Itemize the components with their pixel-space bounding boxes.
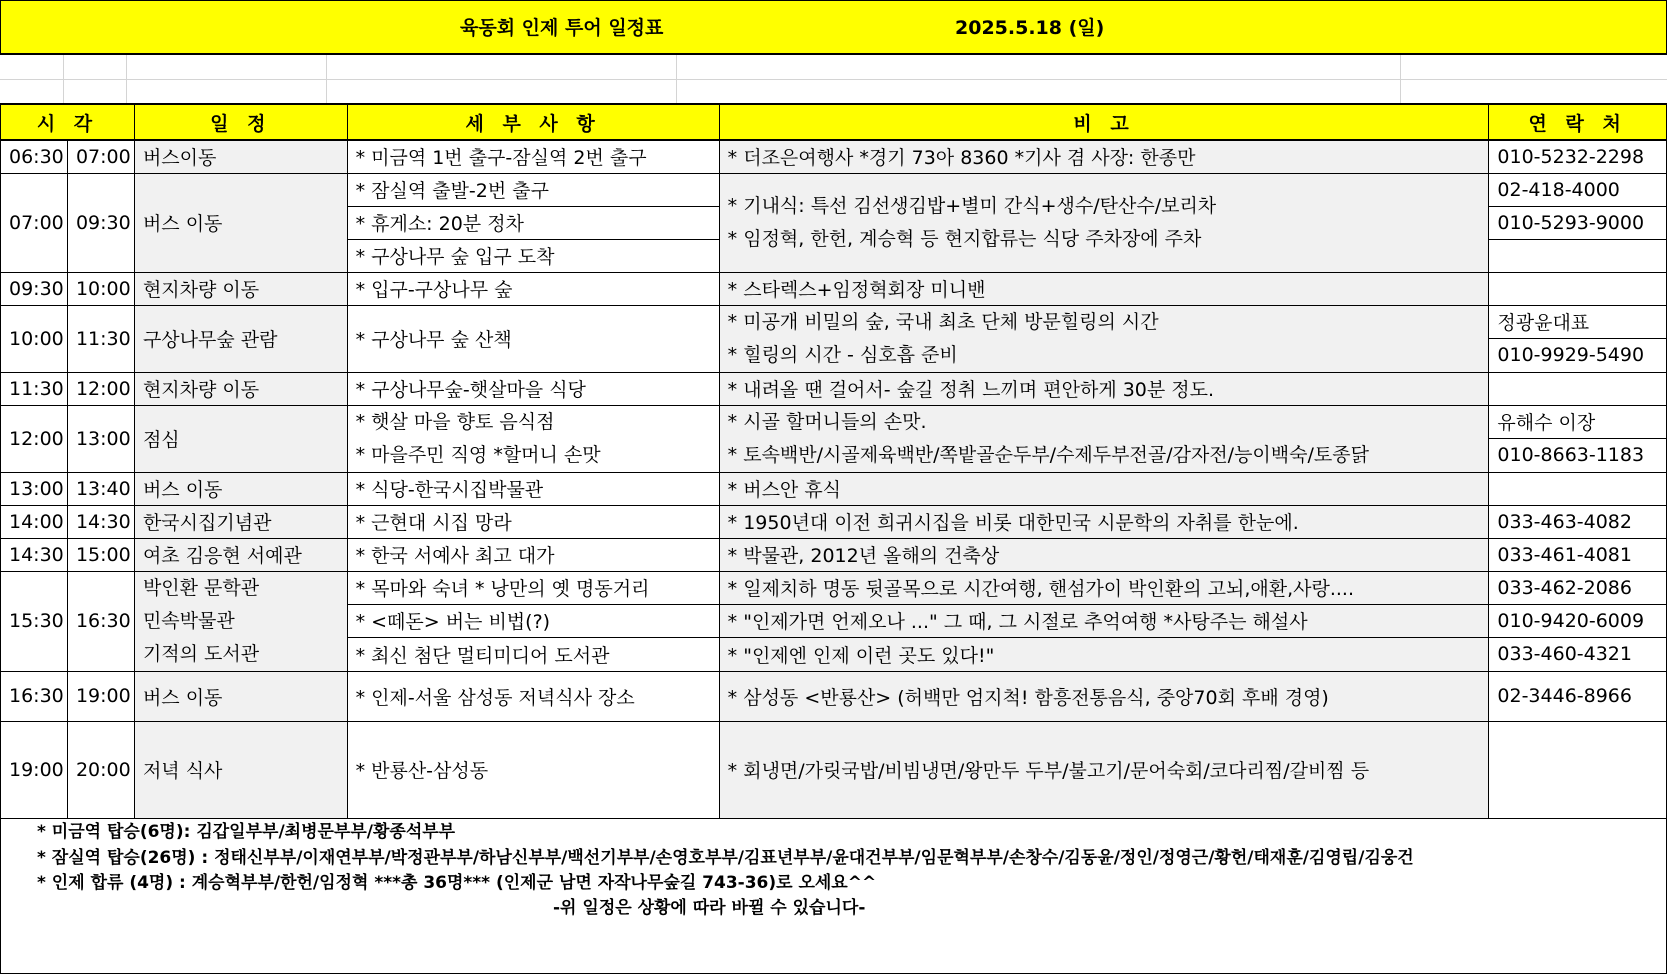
end-time: 10:00 bbox=[67, 272, 134, 305]
detail-cell bbox=[347, 405, 719, 472]
event-line: 민속박물관 bbox=[142, 609, 235, 632]
event-cell: 한국시집기념관 bbox=[134, 505, 347, 538]
schedule-row bbox=[1, 571, 1667, 604]
detail-cell: * 근현대 시집 망라 bbox=[347, 505, 719, 538]
detail-cell: * 최신 첨단 멀티미디어 도서관 bbox=[347, 638, 719, 671]
footer-notes bbox=[0, 813, 1667, 974]
contact-cell bbox=[1489, 721, 1667, 818]
contact-cell: 033-460-4321 bbox=[1489, 638, 1667, 671]
event-cell: 버스 이동 bbox=[134, 472, 347, 505]
page-title: 육동회 인제 투어 일정표 bbox=[460, 17, 664, 39]
contact-cell: 02-3446-8966 bbox=[1489, 671, 1667, 721]
contact-cell: 033-462-2086 bbox=[1489, 571, 1667, 604]
note-cell: * 내려올 땐 걸어서- 숲길 정취 느끼며 편안하게 30분 정도. bbox=[719, 372, 1489, 405]
col-header-event: 일 정 bbox=[134, 104, 347, 140]
contact-cell: 010-8663-1183 bbox=[1489, 439, 1667, 473]
start-time: 14:30 bbox=[1, 538, 68, 571]
start-time: 12:00 bbox=[1, 405, 68, 472]
start-time: 06:30 bbox=[1, 140, 68, 173]
detail-line: * 햇살 마을 향토 음식점 bbox=[355, 410, 555, 433]
note-cell: * 1950년대 이전 희귀시집을 비롯 대한민국 시문학의 자취를 한눈에. bbox=[719, 505, 1489, 538]
empty-spacer-rows bbox=[0, 55, 1667, 103]
note-line: * 임정혁, 한헌, 계승혁 등 현지합류는 식당 주차장에 주차 bbox=[727, 227, 1202, 250]
start-time: 13:00 bbox=[1, 472, 68, 505]
detail-cell: * 입구-구상나무 숲 bbox=[347, 272, 719, 305]
detail-cell: * 한국 서예사 최고 대가 bbox=[347, 538, 719, 571]
contact-cell: 010-9929-5490 bbox=[1489, 339, 1667, 373]
start-time: 15:30 bbox=[1, 571, 68, 671]
event-cell bbox=[134, 571, 347, 671]
schedule-row bbox=[1, 372, 1667, 405]
note-cell: * 삼성동 <반룡산> (허백만 엄지척! 함흥전통음식, 중앙70회 후배 경영) bbox=[719, 671, 1489, 721]
detail-cell: * 반룡산-삼성동 bbox=[347, 721, 719, 818]
contact-cell: 010-5293-9000 bbox=[1489, 206, 1667, 239]
note-cell bbox=[719, 305, 1489, 372]
detail-cell: * 인제-서울 삼성동 저녁식사 장소 bbox=[347, 671, 719, 721]
end-time: 07:00 bbox=[67, 140, 134, 173]
note-cell: * 일제치하 명동 뒷골목으로 시간여행, 핸섬가이 박인환의 고뇌,애환,사랑.... bbox=[719, 571, 1489, 604]
detail-cell: * 목마와 숙녀 * 낭만의 옛 명동거리 bbox=[347, 571, 719, 604]
note-line: * 기내식: 특선 김선생김밥+별미 간식+생수/탄산수/보리차 bbox=[727, 194, 1217, 217]
schedule-row bbox=[1, 721, 1667, 818]
header-row bbox=[1, 104, 1667, 140]
end-time: 16:30 bbox=[67, 571, 134, 671]
contact-cell: 010-5232-2298 bbox=[1489, 140, 1667, 173]
note-line: * 미공개 비밀의 숲, 국내 최초 단체 방문힐링의 시간 bbox=[727, 310, 1159, 333]
schedule-row bbox=[1, 671, 1667, 721]
contact-cell bbox=[1489, 372, 1667, 405]
event-cell: 여초 김응현 서예관 bbox=[134, 538, 347, 571]
schedule-row bbox=[1, 538, 1667, 571]
event-cell: 버스 이동 bbox=[134, 173, 347, 272]
schedule-table bbox=[0, 103, 1667, 819]
end-time: 20:00 bbox=[67, 721, 134, 818]
event-cell: 구상나무숲 관람 bbox=[134, 305, 347, 372]
event-cell: 점심 bbox=[134, 405, 347, 472]
end-time: 12:00 bbox=[67, 372, 134, 405]
end-time: 15:00 bbox=[67, 538, 134, 571]
footer-disclaimer: -위 일정은 상황에 따라 바뀔 수 있습니다- bbox=[553, 898, 866, 918]
start-time: 19:00 bbox=[1, 721, 68, 818]
col-header-details: 세 부 사 항 bbox=[347, 104, 719, 140]
event-cell: 저녁 식사 bbox=[134, 721, 347, 818]
start-time: 11:30 bbox=[1, 372, 68, 405]
contact-cell: 033-461-4081 bbox=[1489, 538, 1667, 571]
contact-cell bbox=[1489, 272, 1667, 305]
note-line: * 시골 할머니들의 손맛. bbox=[727, 410, 927, 433]
schedule-row bbox=[1, 472, 1667, 505]
contact-cell: 정광윤대표 bbox=[1489, 305, 1667, 339]
detail-cell: * 식당-한국시집박물관 bbox=[347, 472, 719, 505]
schedule-row bbox=[1, 272, 1667, 305]
contact-cell: 유해수 이장 bbox=[1489, 405, 1667, 439]
event-cell: 버스이동 bbox=[134, 140, 347, 173]
event-cell: 현지차량 이동 bbox=[134, 272, 347, 305]
col-header-contact: 연 락 처 bbox=[1489, 104, 1667, 140]
footer-line-migeum: * 미금역 탑승(6명): 김갑일부부/최병문부부/황종석부부 bbox=[37, 822, 456, 842]
detail-cell: * <떼돈> 버는 비법(?) bbox=[347, 604, 719, 637]
start-time: 07:00 bbox=[1, 173, 68, 272]
schedule-row bbox=[1, 140, 1667, 173]
footer-line-jamsil: * 잠실역 탑승(26명) : 정태신부부/이재연부부/박정관부부/하남신부부/백선기부부/손영호부부/김표년부부/윤대건부부/임문혁부부/손창수/김동윤/정인/정영근/황헌/태재훈/김영립/김웅건 bbox=[37, 848, 1414, 868]
detail-cell: * 구상나무 숲 산책 bbox=[347, 305, 719, 372]
contact-cell bbox=[1489, 472, 1667, 505]
note-cell: * 버스안 휴식 bbox=[719, 472, 1489, 505]
start-time: 16:30 bbox=[1, 671, 68, 721]
event-line: 박인환 문학관 bbox=[142, 576, 260, 599]
note-cell: * 스타렉스+임정혁회장 미니밴 bbox=[719, 272, 1489, 305]
schedule-row bbox=[1, 305, 1667, 339]
end-time: 09:30 bbox=[67, 173, 134, 272]
col-header-notes: 비 고 bbox=[719, 104, 1489, 140]
start-time: 09:30 bbox=[1, 272, 68, 305]
start-time: 10:00 bbox=[1, 305, 68, 372]
end-time: 11:30 bbox=[67, 305, 134, 372]
note-cell: * 회냉면/가릿국밥/비빔냉면/왕만두 두부/불고기/문어숙회/코다리찜/갈비찜 등 bbox=[719, 721, 1489, 818]
contact-cell bbox=[1489, 239, 1667, 272]
detail-cell: * 미금역 1번 출구-잠실역 2번 출구 bbox=[347, 140, 719, 173]
event-cell: 버스 이동 bbox=[134, 671, 347, 721]
end-time: 19:00 bbox=[67, 671, 134, 721]
title-bar bbox=[0, 0, 1667, 55]
note-cell: * 더조은여행사 *경기 73아 8360 *기사 겸 사장: 한종만 bbox=[719, 140, 1489, 173]
end-time: 13:40 bbox=[67, 472, 134, 505]
start-time: 14:00 bbox=[1, 505, 68, 538]
tour-date: 2025.5.18 (일) bbox=[955, 17, 1105, 39]
note-cell: * "인제엔 인제 이런 곳도 있다!" bbox=[719, 638, 1489, 671]
detail-cell: * 잠실역 출발-2번 출구 bbox=[347, 173, 719, 206]
detail-line: * 마을주민 직영 *할머니 손맛 bbox=[355, 443, 601, 466]
note-cell bbox=[719, 405, 1489, 472]
note-line: * 토속백반/시골제육백반/쪽밭골순두부/수제두부전골/감자전/능이백숙/토종닭 bbox=[727, 443, 1369, 466]
schedule-row bbox=[1, 173, 1667, 206]
contact-cell: 010-9420-6009 bbox=[1489, 604, 1667, 637]
end-time: 14:30 bbox=[67, 505, 134, 538]
schedule-row bbox=[1, 505, 1667, 538]
note-cell bbox=[719, 173, 1489, 272]
note-line: * 힐링의 시간 - 심호흡 준비 bbox=[727, 343, 958, 366]
col-header-time: 시 각 bbox=[1, 104, 135, 140]
detail-cell: * 구상나무 숲 입구 도착 bbox=[347, 239, 719, 272]
detail-cell: * 휴게소: 20분 정차 bbox=[347, 206, 719, 239]
note-cell: * "인제가면 언제오나 ..." 그 때, 그 시절로 추억여행 *사탕주는 해설사 bbox=[719, 604, 1489, 637]
contact-cell: 02-418-4000 bbox=[1489, 173, 1667, 206]
event-line: 기적의 도서관 bbox=[142, 642, 260, 665]
event-cell: 현지차량 이동 bbox=[134, 372, 347, 405]
detail-cell: * 구상나무숲-햇살마을 식당 bbox=[347, 372, 719, 405]
note-cell: * 박물관, 2012년 올해의 건축상 bbox=[719, 538, 1489, 571]
end-time: 13:00 bbox=[67, 405, 134, 472]
footer-line-inje: * 인제 합류 (4명) : 계승혁부부/한헌/임정혁 ***총 36명*** (인제군 남면 자작나무숲길 743-36)로 오세요^^ bbox=[37, 873, 877, 893]
schedule-row bbox=[1, 405, 1667, 439]
contact-cell: 033-463-4082 bbox=[1489, 505, 1667, 538]
